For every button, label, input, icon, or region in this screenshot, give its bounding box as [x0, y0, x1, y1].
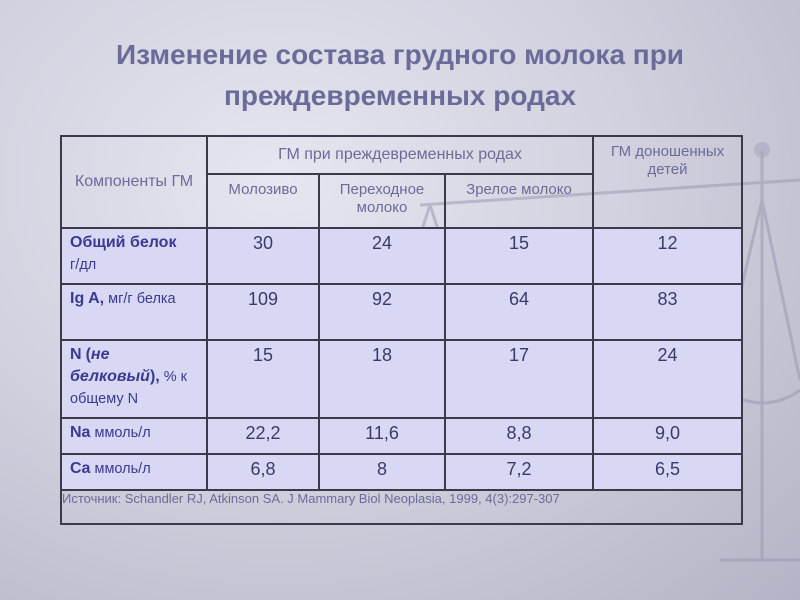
cell-transitional: 24 [319, 228, 445, 284]
row-label: Ca ммоль/л [61, 454, 207, 490]
row-label: Ig A, мг/г белка [61, 284, 207, 340]
cell-term: 24 [593, 340, 742, 418]
table-row [61, 418, 742, 454]
header-term: ГМ доношенных детей [593, 136, 742, 228]
header-mature: Зрелое молоко [445, 174, 593, 228]
cell-term: 12 [593, 228, 742, 284]
table-row [61, 284, 742, 340]
cell-term: 83 [593, 284, 742, 340]
milk-composition-table [60, 135, 743, 525]
row-label: Общий белок г/дл [61, 228, 207, 284]
header-colostrum: Молозиво [207, 174, 319, 228]
cell-colostrum: 22,2 [207, 418, 319, 454]
cell-transitional: 11,6 [319, 418, 445, 454]
page-title: Изменение состава грудного молока при преждевременных родах [115, 39, 685, 111]
table-row [61, 340, 742, 418]
cell-mature: 7,2 [445, 454, 593, 490]
cell-colostrum: 109 [207, 284, 319, 340]
header-components: Компоненты ГМ [61, 136, 207, 228]
cell-transitional: 18 [319, 340, 445, 418]
row-label: N (не белковый), % к общему N [61, 340, 207, 418]
cell-term: 9,0 [593, 418, 742, 454]
cell-mature: 17 [445, 340, 593, 418]
cell-mature: 15 [445, 228, 593, 284]
cell-transitional: 8 [319, 454, 445, 490]
cell-colostrum: 30 [207, 228, 319, 284]
cell-colostrum: 15 [207, 340, 319, 418]
source-citation: Источник: Schandler RJ, Atkinson SA. J Mammary Biol Neoplasia, 1999, 4(3):297-307 [61, 490, 742, 524]
cell-term: 6,5 [593, 454, 742, 490]
cell-colostrum: 6,8 [207, 454, 319, 490]
header-transitional: Переходное молоко [319, 174, 445, 228]
cell-mature: 64 [445, 284, 593, 340]
cell-mature: 8,8 [445, 418, 593, 454]
row-label: Na ммоль/л [61, 418, 207, 454]
table-row [61, 454, 742, 490]
table-row [61, 228, 742, 284]
cell-transitional: 92 [319, 284, 445, 340]
header-preterm-group: ГМ при преждевременных родах [207, 136, 593, 174]
